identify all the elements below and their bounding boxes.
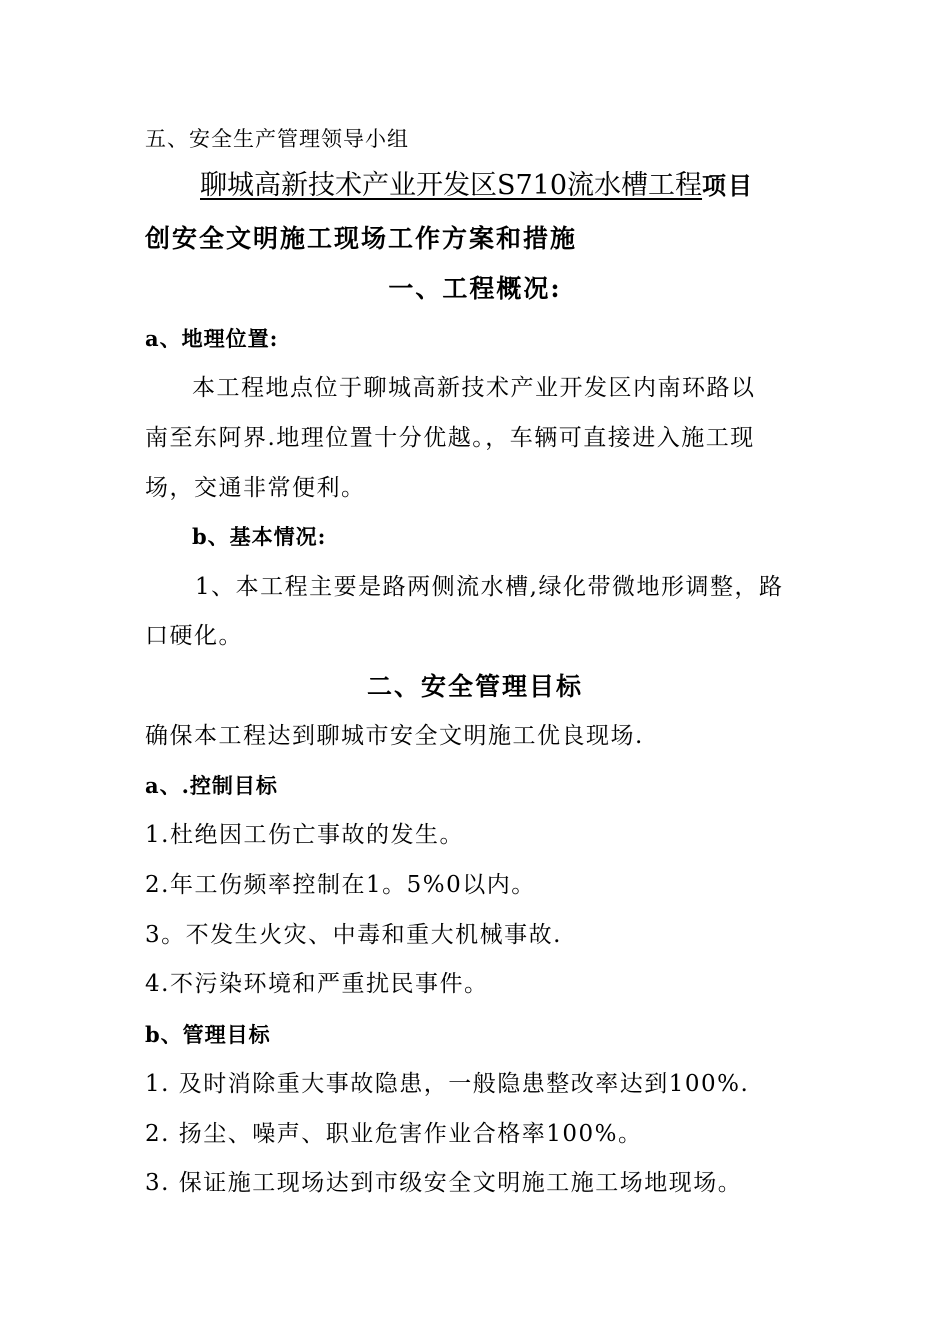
- control-goal-item: 1.杜绝因工伤亡事故的发生。: [145, 822, 464, 848]
- project-name: 聊城高新技术产业开发区S710流水槽工程: [200, 170, 703, 201]
- control-goal-item: 2.年工伤频率控制在1。5%0以内。: [145, 872, 536, 898]
- location-text-line: 本工程地点位于聊城高新技术产业开发区内南环路以: [192, 375, 756, 401]
- safety-goal-intro: 确保本工程达到聊城市安全文明施工优良现场.: [145, 723, 644, 749]
- document-title-line2: 创安全文明施工现场工作方案和措施: [145, 224, 578, 253]
- management-goal-item: 1. 及时消除重大事故隐患，一般隐患整改率达到100%.: [145, 1071, 750, 1097]
- section-five-label: 五、安全生产管理领导小组: [145, 127, 409, 151]
- basic-info-text-line: 1、本工程主要是路两侧流水槽,绿化带微地形调整，路: [195, 574, 784, 600]
- title-suffix: 项目: [702, 171, 755, 200]
- management-goal-item: 2. 扬尘、噪声、职业危害作业合格率100%。: [145, 1121, 643, 1147]
- part2-heading: 二、安全管理目标: [366, 672, 583, 701]
- management-goal-item: 3. 保证施工现场达到市级安全文明施工施工场地现场。: [145, 1170, 743, 1196]
- control-goal-item: 3。不发生火灾、中毒和重大机械事故.: [145, 922, 562, 948]
- document-title-line1: [200, 171, 754, 201]
- location-label: a、地理位置:: [145, 326, 279, 351]
- control-goal-label: a、.控制目标: [145, 773, 278, 798]
- management-goal-label: b、管理目标: [145, 1022, 271, 1047]
- location-text-line: 南至东阿界.地理位置十分优越。，车辆可直接进入施工现: [145, 425, 755, 451]
- part1-heading: 一、工程概况:: [388, 274, 562, 303]
- basic-info-text-line: 口硬化。: [145, 623, 243, 649]
- control-goal-item: 4.不污染环境和严重扰民事件。: [145, 971, 489, 997]
- basic-info-label: b、基本情况:: [192, 524, 327, 549]
- location-text-line: 场，交通非常便利。: [145, 475, 366, 501]
